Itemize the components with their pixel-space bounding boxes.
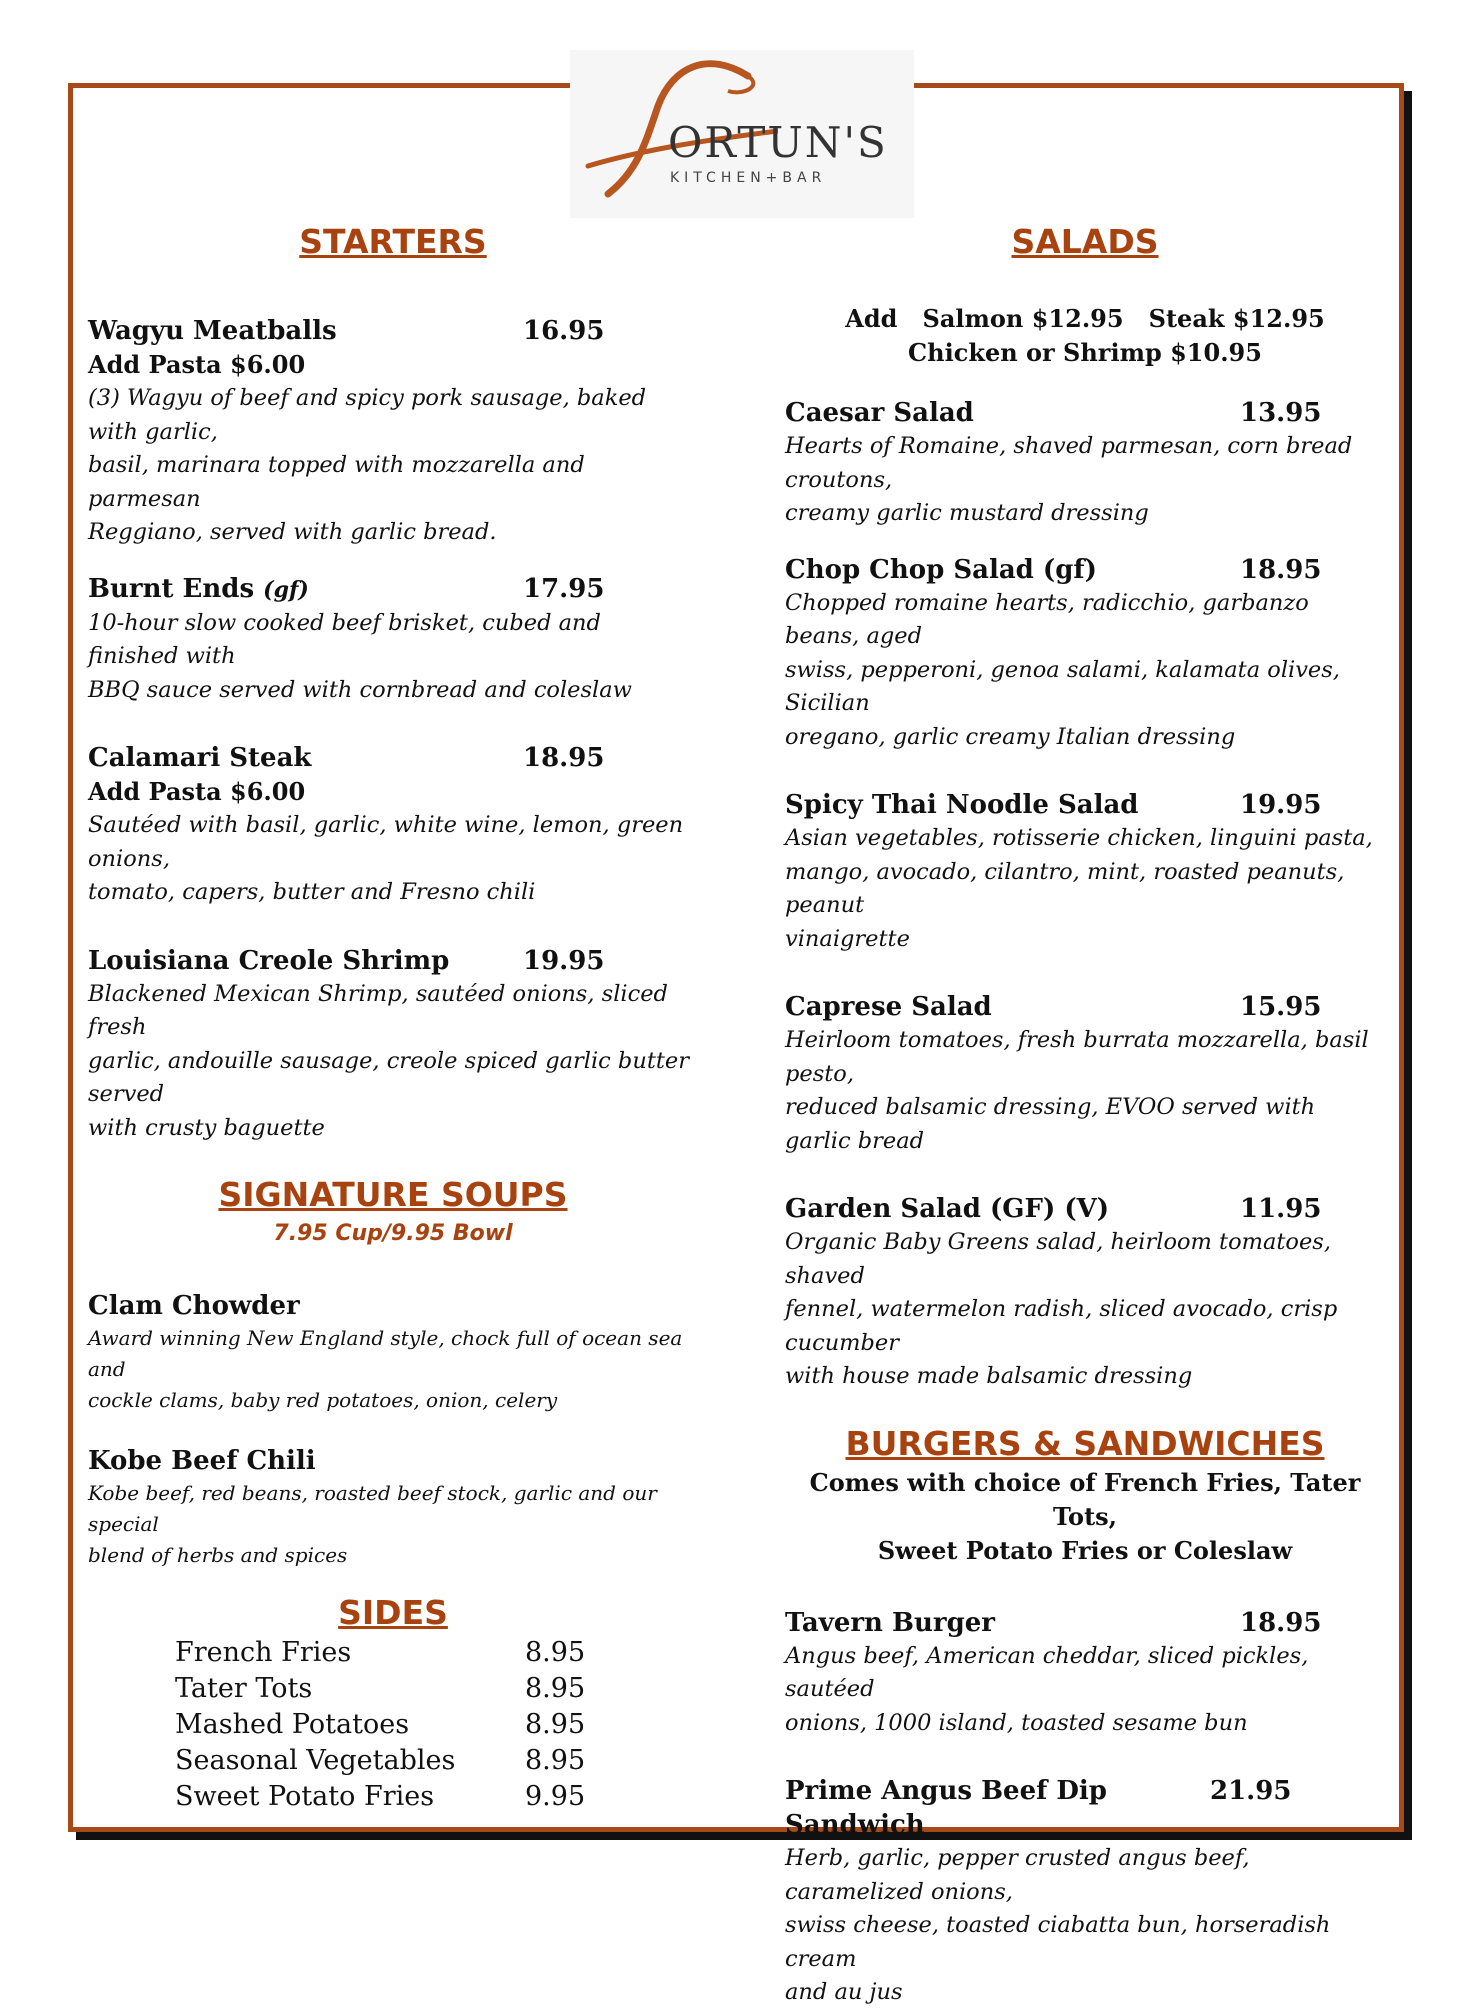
item-name: Caprese Salad: [785, 992, 992, 1022]
item-price: 19.95: [1240, 790, 1322, 820]
item-description: Hearts of Romaine, shaved parmesan, corn bread croutons, creamy garlic mustard dressing: [785, 433, 1353, 526]
side-item: Seasonal Vegetables 8.95: [175, 1745, 586, 1776]
item-price: 17.95: [523, 573, 605, 604]
item-price: 11.95: [1240, 1194, 1322, 1224]
item-name: Garden Salad (GF) (V): [785, 1194, 1110, 1224]
menu-item-spicy-thai-noodle-salad: [785, 788, 1385, 956]
item-name: Prime Angus Beef Dip Sandwich: [785, 1776, 1107, 1840]
menu-item-chop-chop-salad: [785, 553, 1385, 755]
item-description: (3) Wagyu of beef and spicy pork sausage, baked with garlic, basil, marinara topped with mozzarella and parmesan Reggiano, served with garlic bread.: [88, 385, 647, 545]
item-price: 18.95: [523, 743, 605, 773]
menu-item-louisiana-creole-shrimp: [88, 944, 698, 1146]
salad-addons: Add Salmon $12.95 Steak $12.95 Chicken or Shrimp $10.95: [845, 304, 1325, 367]
item-description: 10-hour slow cooked beef brisket, cubed and finished with BBQ sauce served with cornbread and coleslaw: [88, 609, 632, 703]
item-description: Heirloom tomatoes, fresh burrata mozzarella, basil pesto, reduced balsamic dressing, EVOO served with garlic bread: [785, 1027, 1369, 1154]
item-name: Clam Chowder: [88, 1291, 300, 1321]
side-item: French Fries 8.95: [175, 1637, 586, 1668]
item-name: Spicy Thai Noodle Salad: [785, 790, 1139, 820]
logo-subtitle: KITCHEN+BAR: [670, 170, 827, 186]
item-price: 21.95: [1210, 1776, 1292, 1806]
item-price: 13.95: [1240, 398, 1322, 428]
item-name: Burnt Ends (gf): [88, 573, 309, 604]
item-name: Kobe Beef Chili: [88, 1446, 316, 1476]
right-column: [785, 220, 1385, 2010]
menu-item-calamari-steak: [88, 741, 698, 910]
menu-item-clam-chowder: [88, 1289, 698, 1416]
item-description: Kobe beef, red beans, roasted beef stock, garlic and our special blend of herbs and spices: [88, 1481, 657, 1567]
menu-item-caesar-salad: [785, 396, 1385, 531]
item-price: 19.95: [523, 945, 605, 976]
item-price: 16.95: [523, 316, 605, 346]
item-addon: Add Pasta $6.00: [88, 350, 306, 379]
menu-item-wagyu-meatballs: [88, 314, 698, 550]
restaurant-logo: [570, 50, 914, 218]
side-item: Tater Tots 8.95: [175, 1673, 586, 1704]
item-description: Chopped romaine hearts, radicchio, garbanzo beans, aged swiss, pepperoni, genoa salami, kalamata olives, Sicilian oregano, garlic creamy Italian dressing: [785, 589, 1340, 750]
burgers-title: BURGERS & SANDWICHES: [845, 1423, 1325, 1463]
burgers-note: Comes with choice of French Fries, Tater Tots, Sweet Potato Fries or Coleslaw: [809, 1467, 1361, 1565]
item-description: Sautéed with basil, garlic, white wine, lemon, green onions, tomato, capers, butter and Fresno chili: [88, 812, 684, 905]
soups-price-subtitle: 7.95 Cup/9.95 Bowl: [273, 1221, 513, 1246]
item-description: Blackened Mexican Shrimp, sautéed onions, sliced fresh garlic, andouille sausage, creole spiced garlic butter served with crusty baguette: [88, 980, 689, 1141]
menu-item-caprese-salad: [785, 990, 1385, 1158]
starters-title: STARTERS: [299, 222, 487, 261]
side-item: Mashed Potatoes 8.95: [175, 1709, 586, 1740]
sides-title: SIDES: [338, 1593, 448, 1632]
salads-title: SALADS: [1011, 222, 1159, 261]
side-item: Sweet Potato Fries 9.95: [175, 1781, 586, 1812]
soups-title: SIGNATURE SOUPS: [218, 1175, 568, 1214]
menu-item-prime-angus-beef-dip: [785, 1774, 1385, 2010]
item-addon: Add Pasta $6.00: [88, 777, 306, 806]
logo-name: ORTUN'S: [668, 118, 888, 167]
item-price: 15.95: [1240, 992, 1322, 1022]
item-name: Louisiana Creole Shrimp: [88, 945, 450, 976]
item-description: Herb, garlic, pepper crusted angus beef, caramelized onions, swiss cheese, toasted ciabatta bun, horseradish cream and au jus: [785, 1845, 1331, 2005]
item-description: Award winning New England style, chock full of ocean sea and cockle clams, baby red potatoes, onion, celery: [88, 1326, 683, 1412]
menu-item-kobe-beef-chili: [88, 1444, 698, 1571]
item-name: Wagyu Meatballs: [88, 316, 337, 346]
item-price: 18.95: [1240, 554, 1322, 585]
sides-list: [175, 1635, 698, 1815]
menu-item-burnt-ends: [88, 572, 698, 708]
item-description: Angus beef, American cheddar, sliced pickles, sautéed onions, 1000 island, toasted sesame bun: [785, 1642, 1309, 1736]
item-description: Asian vegetables, rotisserie chicken, linguini pasta, mango, avocado, cilantro, mint, roasted peanuts, peanut vinaigrette: [785, 825, 1373, 952]
item-name: Caesar Salad: [785, 398, 974, 428]
item-description: Organic Baby Greens salad, heirloom tomatoes, shaved fennel, watermelon radish, sliced avocado, crisp cucumber with house made balsamic dressing: [785, 1229, 1338, 1389]
item-price: 18.95: [1240, 1607, 1322, 1638]
left-column: [88, 220, 698, 1815]
menu-item-tavern-burger: [785, 1606, 1385, 1741]
item-name: Calamari Steak: [88, 743, 312, 773]
item-name: Chop Chop Salad (gf): [785, 554, 1097, 585]
menu-item-garden-salad: [785, 1192, 1385, 1394]
item-name: Tavern Burger: [785, 1607, 996, 1638]
